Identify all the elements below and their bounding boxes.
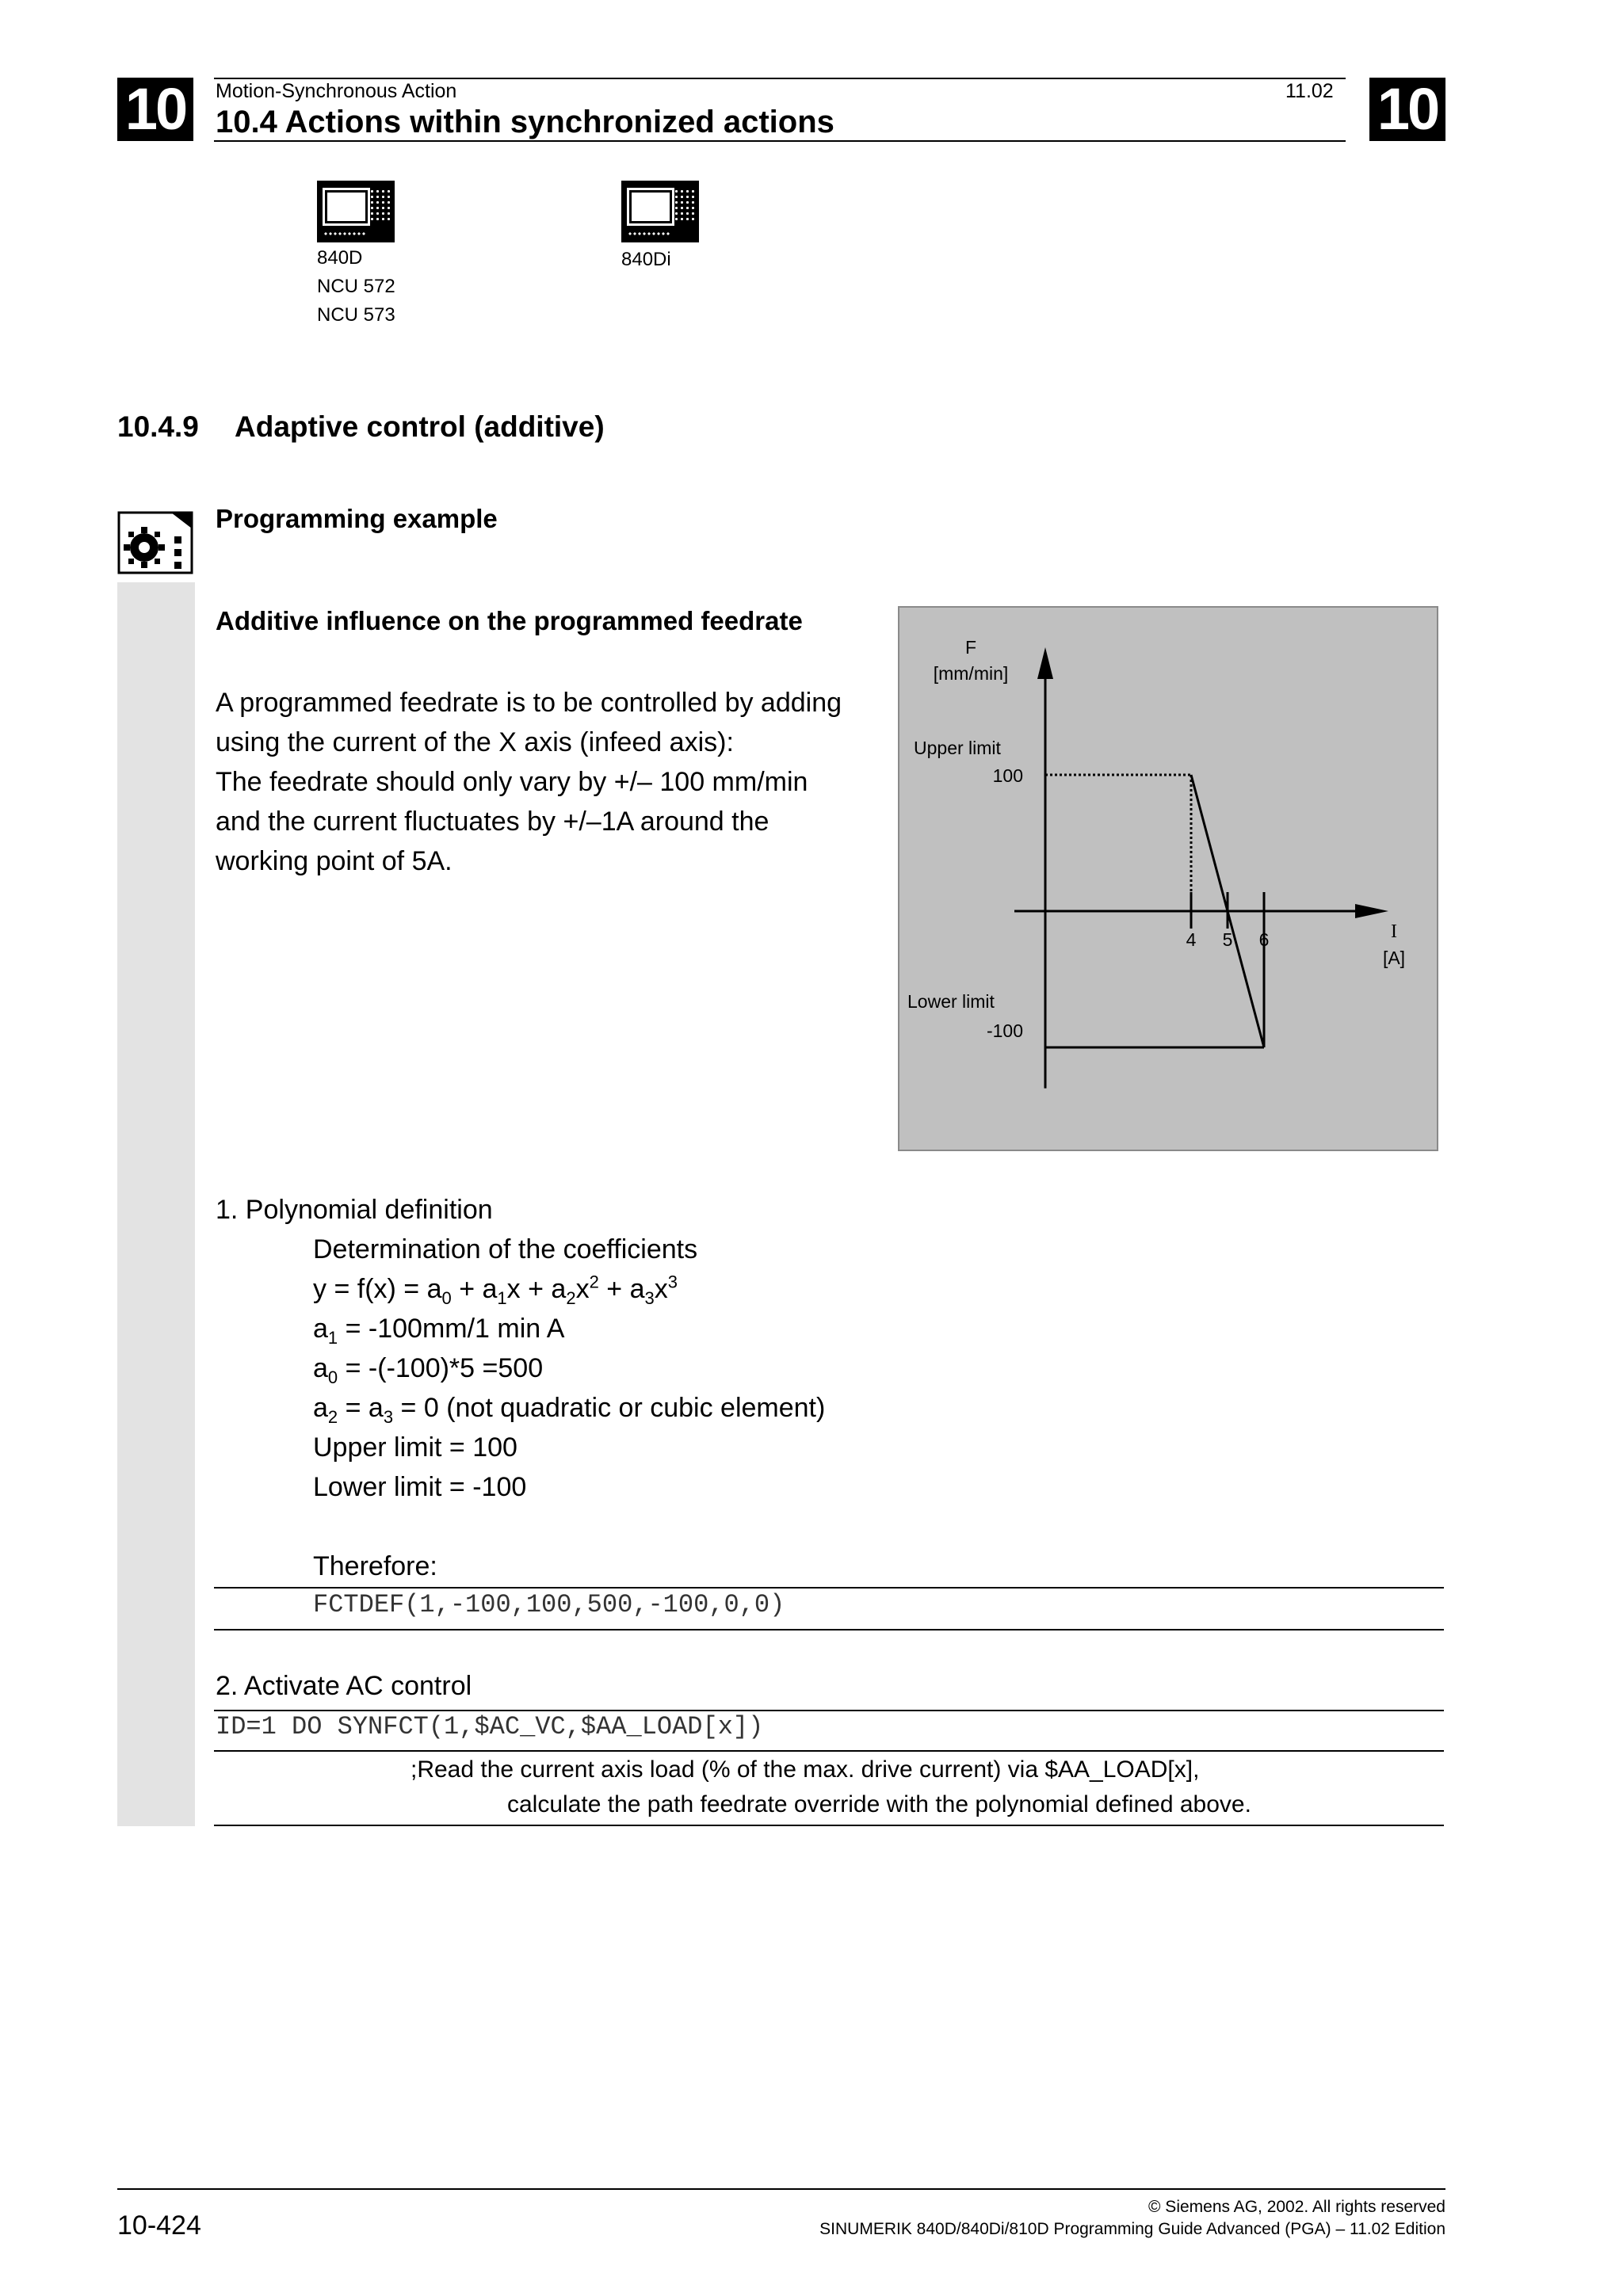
therefore-text: Therefore: [313,1551,437,1581]
controller-model: 840Di [621,249,671,270]
x-axis-unit: [A] [1382,948,1406,968]
y-axis-label: F [964,637,977,658]
lower-limit-text: Lower limit = -100 [313,1472,527,1502]
programming-example-heading: Programming example [216,504,498,533]
lower-limit-label: Lower limit [907,991,995,1012]
header-edition-tag: 11.02 [1285,80,1334,102]
description-line: A programmed feedrate is to be controlled by adding [216,688,842,718]
controller-variant: NCU 572 [317,276,395,297]
x-tick-label: 6 [1258,929,1270,950]
code-comment-line-2: calculate the path feedrate override with the polynomial defined above. [507,1791,1251,1817]
header-bottom-rule [214,140,1346,142]
controller-panel-icon [621,181,699,242]
controller-model: 840D [317,247,363,269]
description-line: The feedrate should only vary by +/– 100 mm/min [216,767,808,797]
section-number: 10.4.9 [117,410,199,443]
description-line: using the current of the X axis (infeed axis): [216,727,734,757]
coeff-a2-a3: $a_2 = a_3 = 0$ (not quadratic or cubic element) [313,1393,826,1427]
footer-rule [117,2188,1445,2190]
controller-label-840d [317,244,395,330]
programming-example-icon [117,511,193,574]
chart-background [899,607,1438,1150]
controller-label-840di [621,246,671,274]
fctdef-code: FCTDEF(1,-100,100,500,-100,0,0) [313,1590,785,1619]
example-subheading: Additive influence on the programmed feedrate [216,606,803,635]
chapter-number-badge-right: 10 [1369,78,1445,141]
header-section-label: Motion-Synchronous Action [216,80,457,102]
header-top-rule [214,78,1346,79]
upper-limit-text: Upper limit = 100 [313,1432,517,1463]
coeff-a0: $a_0 = -(-100)*5 =500$ [313,1353,544,1387]
footer-doc-title: SINUMERIK 840D/840Di/810D Programming Guide Advanced (PGA) – 11.02 Edition [819,2220,1445,2238]
code-rule-bottom [214,1825,1444,1826]
y-axis-unit: [mm/min] [933,663,1009,684]
x-tick-label: 4 [1186,929,1197,950]
x-axis-label: I [1391,921,1397,942]
lower-limit-value: -100 [986,1020,1023,1041]
step1-title: 1. Polynomial definition [216,1195,493,1225]
coeff-a1: $a_1 = -100mm/1$ min A [313,1314,565,1348]
feedrate-current-chart [898,606,1438,1151]
x-tick-label: 5 [1222,929,1233,950]
upper-limit-value: 100 [992,765,1023,786]
description-line: working point of 5A. [216,846,453,876]
page-title: 10.4 Actions within synchronized actions [216,105,834,139]
polynomial-details [313,1230,825,1586]
polynomial-formula: $y = f(x) = a_0 + a_1x + a_2x^2 + a_3x^3$ [313,1272,678,1308]
code-rule-middle [214,1750,1444,1752]
description-line: and the current fluctuates by +/–1A around the [216,807,769,837]
example-margin-bar [117,582,195,1826]
page-number: 10-424 [117,2210,201,2241]
controller-panel-icon [317,181,395,242]
code-rule-top [214,1587,1444,1589]
example-description [216,683,889,881]
code-rule-bottom [214,1629,1444,1630]
coeff-heading: Determination of the coefficients [313,1234,698,1264]
step2-title: 2. Activate AC control [216,1671,472,1701]
synfct-code: ID=1 DO SYNFCT(1,$AC_VC,$AA_LOAD[x]) [216,1712,764,1741]
controller-variant: NCU 573 [317,304,395,326]
code-comment-line-1: ;Read the current axis load (% of the max. drive current) via $AA_LOAD[x], [411,1756,1200,1783]
section-title: Adaptive control (additive) [235,410,605,443]
footer-meta [819,2196,1445,2241]
upper-limit-label: Upper limit [914,738,1001,758]
code-rule-top [214,1710,1444,1711]
footer-copyright: © Siemens AG, 2002. All rights reserved [1148,2198,1445,2216]
chapter-number-badge-left: 10 [117,78,193,141]
